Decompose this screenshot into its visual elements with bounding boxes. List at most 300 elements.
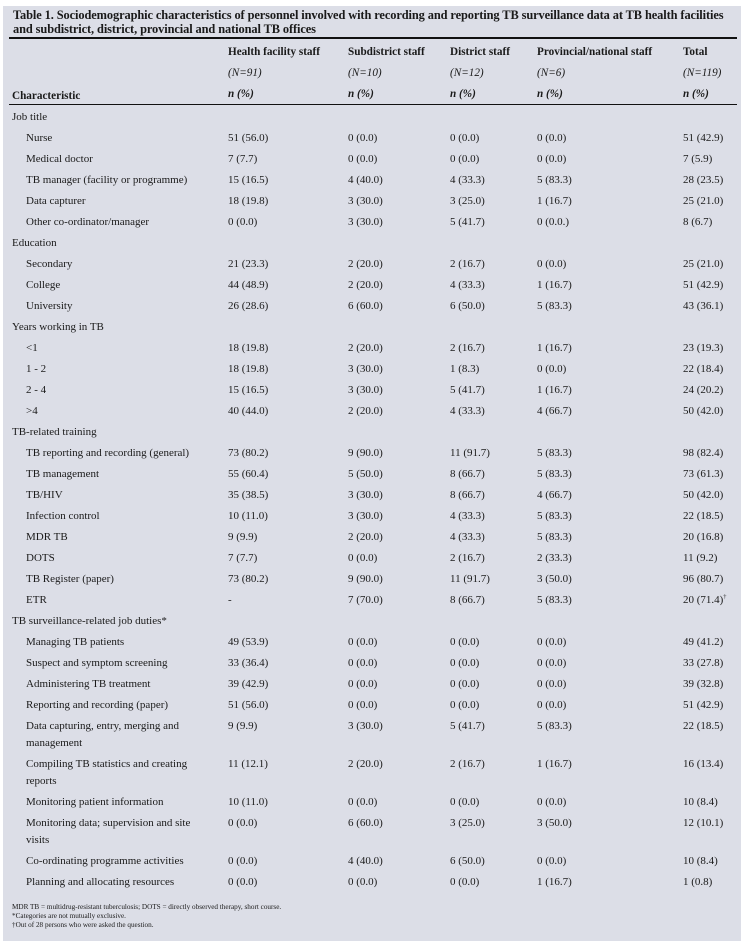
cell-text: 4 (33.3) [450,279,485,291]
cell-text: 0 (0.0) [348,153,378,165]
cell-value [537,718,572,735]
cell-value [348,718,383,735]
cell-text: 5 (83.3) [537,720,572,732]
cell-value [450,361,479,378]
cell-value [450,172,485,189]
cell-value [537,277,572,294]
table-row [3,464,741,485]
footnote: *Categories are not mutually exclusive. [12,912,126,920]
cell-text: 10 (11.0) [228,796,268,808]
cell-text: 0 (0.0) [537,855,567,867]
cell-text: 3 (50.0) [537,817,572,829]
cell-text: 44 (48.9) [228,279,269,291]
cell-value [228,466,268,483]
cell-value [228,655,268,672]
cell-text: 3 (30.0) [348,216,383,228]
cell-text: 0 (0.0) [537,796,567,808]
cell-text: 0 (0.0) [537,699,567,711]
cell-value [683,340,723,357]
cell-text: 4 (40.0) [348,174,383,186]
table-title: Table 1. Sociodemographic characteristics of personnel involved with recording and reporting TB surveillance data at TB health facilities and subdistrict, district, provincial and national TB offices [13,8,724,36]
cell-text: 4 (33.3) [450,510,485,522]
cell-value [228,193,268,210]
cell-text: 0 (0.0) [450,153,480,165]
cell-text: 50 (42.0) [683,405,724,417]
cell-text: 5 (83.3) [537,531,572,543]
row-label: Planning and allocating resources [26,876,175,888]
cell-value [228,403,268,420]
cell-text: 8 (66.7) [450,489,485,501]
cell-text: 0 (0.0.) [537,216,570,228]
cell-text: 2 (16.7) [450,258,485,270]
column-header [537,42,652,105]
cell-value [450,298,485,315]
cell-value [537,794,566,811]
row-label: TB manager (facility or programme) [26,174,188,186]
cell-text: 11 (91.7) [450,447,490,459]
section-label: Job title [12,111,48,123]
cell-value [683,361,723,378]
table-row [3,296,741,317]
cell-text: 5 (41.7) [450,216,485,228]
cell-value [348,214,383,231]
cell-text: 35 (38.5) [228,489,269,501]
cell-text: 0 (0.0) [348,657,378,669]
cell-text: 2 (16.7) [450,552,485,564]
cell-value [683,172,723,189]
cell-value [537,592,572,609]
table-row [3,275,741,296]
cell-value [683,256,723,273]
row-label: TB Register (paper) [26,573,114,585]
cell-value [228,298,268,315]
cell-value [348,445,383,462]
column-header [450,42,510,105]
cell-value [683,697,723,714]
section-row [3,422,741,443]
cell-text: 0 (0.0) [348,796,378,808]
cell-value [683,214,712,231]
cell-value [537,382,572,399]
cell-value [683,676,723,693]
cell-text: 0 (0.0) [450,699,480,711]
column-n: (N=6) [537,67,566,79]
cell-text: 7 (7.7) [228,153,258,165]
cell-text: 5 (83.3) [537,300,572,312]
cell-value [537,151,566,168]
cell-value [537,214,569,231]
cell-value [537,756,572,773]
row-label: Secondary [26,258,73,270]
cell-value [228,874,257,891]
cell-value [348,340,383,357]
cell-value [348,697,377,714]
cell-text: 0 (0.0) [348,678,378,690]
cell-value [537,172,572,189]
cell-value [228,853,257,870]
cell-value [537,874,572,891]
cell-value [228,382,268,399]
cell-value [348,466,383,483]
cell-text: 1 (16.7) [537,876,572,888]
row-label: MDR TB [26,531,68,543]
section-label: Years working in TB [12,321,104,333]
cell-text: 6 (60.0) [348,817,383,829]
cell-value [683,466,723,483]
cell-value [450,151,479,168]
table-row [3,254,741,275]
cell-text: 55 (60.4) [228,468,269,480]
cell-value [537,529,572,546]
cell-value [537,487,572,504]
cell-text: 11 (91.7) [450,573,490,585]
cell-value [537,815,572,832]
cell-value [348,634,377,651]
cell-value [228,277,268,294]
cell-value [450,403,485,420]
row-label: Data capturer [26,195,86,207]
cell-value [450,756,485,773]
cell-text: 0 (0.0) [537,657,567,669]
row-label: Suspect and symptom screening [26,657,168,669]
cell-text: 0 (0.0) [348,552,378,564]
cell-value [348,550,377,567]
cell-text: 2 (16.7) [450,758,485,770]
cell-value [348,151,377,168]
cell-value [450,592,485,609]
cell-value [450,815,485,832]
cell-value [228,718,257,735]
cell-text: 0 (0.0) [537,636,567,648]
cell-value [537,508,572,525]
cell-text: 0 (0.0) [450,657,480,669]
cell-text: 8 (66.7) [450,594,485,606]
row-label: Nurse [26,132,53,144]
cell-value [450,214,485,231]
cell-text: 0 (0.0) [537,258,567,270]
cell-text: 9 (90.0) [348,573,383,585]
cell-value [348,794,377,811]
cell-value [348,592,383,609]
column-header [683,42,721,105]
cell-text: 11 (9.2) [683,552,718,564]
cell-value [228,340,268,357]
row-label: Data capturing, entry, merging and management [26,720,180,749]
table-row [3,754,741,792]
row-label: 1 - 2 [26,363,47,375]
cell-text: 7 (7.7) [228,552,258,564]
cell-text: 0 (0.0) [450,876,480,888]
footnote: MDR TB = multidrug-resistant tuberculosis; DOTS = directly observed therapy, short course. [12,903,282,911]
cell-text: 0 (0.0) [228,216,258,228]
cell-value [450,466,485,483]
cell-value [228,130,268,147]
cell-value [683,815,723,832]
table-row [3,485,741,506]
cell-value [450,676,479,693]
table-row [3,191,741,212]
cell-value [537,361,566,378]
characteristic-header: Characteristic [12,90,81,102]
section-row [3,107,741,128]
cell-text: 0 (0.0) [228,876,258,888]
cell-text: 5 (83.3) [537,447,572,459]
cell-text: 3 (30.0) [348,384,383,396]
cell-value [450,550,485,567]
cell-value [683,277,723,294]
row-label: Infection control [26,510,100,522]
cell-text: 0 (0.0) [450,132,480,144]
row-label: College [26,279,61,291]
column-n: (N=12) [450,67,484,79]
cell-text: 39 (32.8) [683,678,724,690]
row-label: <1 [26,342,38,354]
cell-text: 21 (23.3) [228,258,269,270]
cell-text: 10 (8.4) [683,855,718,867]
cell-text: 22 (18.5) [683,510,724,522]
cell-value [450,130,479,147]
cell-value [450,697,479,714]
cell-value [348,172,383,189]
cell-value [537,697,566,714]
cell-value [348,298,383,315]
cell-text: 6 (50.0) [450,300,485,312]
cell-text: 3 (30.0) [348,720,383,732]
cell-text: 0 (0.0) [348,636,378,648]
cell-text: 51 (56.0) [228,132,269,144]
cell-value [683,655,723,672]
cell-text: 8 (6.7) [683,216,713,228]
cell-value [683,571,723,588]
table-row [3,380,741,401]
cell-value [348,815,383,832]
cell-value [228,529,257,546]
cell-value [537,634,566,651]
cell-text: - [228,594,232,606]
cell-text: 15 (16.5) [228,174,269,186]
cell-value [683,298,723,315]
cell-text: 8 (66.7) [450,468,485,480]
cell-value [537,130,566,147]
cell-value [348,853,383,870]
footnote: †Out of 28 persons who were asked the question. [12,921,154,929]
cell-text: 2 (20.0) [348,758,383,770]
cell-text: 6 (60.0) [348,300,383,312]
cell-text: 0 (0.0) [537,132,567,144]
cell-value [450,634,479,651]
cell-text: 3 (25.0) [450,195,485,207]
table-row [3,212,741,233]
header-rule [9,104,737,105]
cell-text: 5 (41.7) [450,720,485,732]
cell-value [683,794,718,811]
table-row [3,401,741,422]
cell-text: 18 (19.8) [228,363,269,375]
cell-text: 73 (61.3) [683,468,724,480]
cell-value [348,193,383,210]
cell-value [683,508,723,525]
row-label: Co-ordinating programme activities [26,855,184,867]
cell-value [228,550,257,567]
column-name: Subdistrict staff [348,46,425,58]
column-name: District staff [450,46,510,58]
cell-text: 26 (28.6) [228,300,269,312]
section-row [3,233,741,254]
cell-text: 39 (42.9) [228,678,269,690]
cell-value [348,277,383,294]
table-row [3,548,741,569]
section-label: TB-related training [12,426,97,438]
table-row [3,170,741,191]
cell-value [348,655,377,672]
cell-value [450,340,485,357]
cell-text: 50 (42.0) [683,489,724,501]
section-label: TB surveillance-related job duties* [12,615,167,627]
cell-text: 73 (80.2) [228,573,269,585]
cell-text: 96 (80.7) [683,573,724,585]
cell-value [228,815,257,832]
cell-text: 3 (30.0) [348,195,383,207]
cell-value [228,794,268,811]
cell-text: 0 (0.0) [228,817,258,829]
cell-value [228,676,268,693]
cell-text: 1 (16.7) [537,279,572,291]
cell-value [683,403,723,420]
cell-text: 51 (56.0) [228,699,269,711]
table-row [3,872,741,893]
cell-text: 51 (42.9) [683,132,724,144]
cell-value [683,382,723,399]
cell-value [228,756,268,773]
cell-text: 1 (0.8) [683,876,713,888]
cell-text: 2 (20.0) [348,342,383,354]
cell-value [537,466,572,483]
cell-text: 1 (16.7) [537,758,572,770]
table-row [3,359,741,380]
cell-text: 5 (50.0) [348,468,383,480]
cell-value [683,756,723,773]
top-rule [9,37,737,39]
cell-text: 10 (8.4) [683,796,718,808]
cell-text: 18 (19.8) [228,342,269,354]
table-row [3,149,741,170]
cell-value [537,445,572,462]
cell-text: 4 (33.3) [450,405,485,417]
cell-text: 20 (16.8) [683,531,724,543]
row-label: TB/HIV [26,489,63,501]
column-header [228,42,320,105]
cell-value [537,676,566,693]
cell-text: 5 (83.3) [537,594,572,606]
cell-text: 7 (5.9) [683,153,713,165]
row-label: 2 - 4 [26,384,47,396]
cell-text: 24 (20.2) [683,384,724,396]
cell-value [228,361,268,378]
cell-text: 0 (0.0) [348,876,378,888]
cell-value [228,487,268,504]
cell-text: 1 (8.3) [450,363,480,375]
cell-text: 73 (80.2) [228,447,269,459]
cell-text: 3 (30.0) [348,363,383,375]
cell-text: 2 (16.7) [450,342,485,354]
table-body [3,107,741,893]
cell-value [537,298,572,315]
cell-value [683,445,723,462]
cell-text: 40 (44.0) [228,405,269,417]
cell-text: 98 (82.4) [683,447,724,459]
column-header [348,42,425,105]
cell-value [348,256,383,273]
cell-text: 3 (30.0) [348,489,383,501]
column-unit: n (%) [537,88,563,100]
cell-value [348,361,383,378]
cell-value [450,193,485,210]
cell-text: 0 (0.0) [348,699,378,711]
cell-text: 22 (18.5) [683,720,724,732]
row-label: Compiling TB statistics and creating reports [26,758,188,787]
cell-value [450,853,485,870]
cell-text: 4 (33.3) [450,174,485,186]
table-row [3,527,741,548]
cell-value [450,508,485,525]
dagger-mark: † [723,594,727,601]
cell-value [683,718,723,735]
cell-text: 9 (9.9) [228,531,258,543]
row-label: Monitoring data; supervision and site visits [26,817,191,846]
cell-text: 4 (66.7) [537,405,572,417]
cell-text: 1 (16.7) [537,195,572,207]
column-unit: n (%) [228,88,254,100]
row-label: TB management [26,468,100,480]
row-label: >4 [26,405,38,417]
cell-value [348,756,383,773]
cell-value [683,874,712,891]
cell-value [683,550,717,567]
cell-value [450,571,490,588]
cell-text: 10 (11.0) [228,510,268,522]
cell-value [228,634,268,651]
cell-text: 20 (71.4) [683,594,724,606]
cell-value [683,853,718,870]
cell-value [228,214,257,231]
cell-value [228,445,268,462]
cell-value [450,382,485,399]
cell-value [348,403,383,420]
cell-text: 0 (0.0) [450,636,480,648]
cell-text: 28 (23.5) [683,174,724,186]
cell-value [683,193,723,210]
cell-text: 49 (41.2) [683,636,724,648]
cell-value [537,340,572,357]
cell-text: 6 (50.0) [450,855,485,867]
cell-value [348,382,383,399]
column-unit: n (%) [683,88,709,100]
row-label: TB reporting and recording (general) [26,447,190,459]
cell-value [228,508,268,525]
row-label: ETR [26,594,47,606]
cell-value [683,529,723,546]
row-label: DOTS [26,552,55,564]
cell-value [683,130,723,147]
cell-value [348,508,383,525]
cell-text: 4 (40.0) [348,855,383,867]
cell-value [450,874,479,891]
table-row [3,443,741,464]
cell-value [537,550,572,567]
cell-value [348,874,377,891]
footnotes [12,903,281,930]
cell-text: 2 (33.3) [537,552,572,564]
